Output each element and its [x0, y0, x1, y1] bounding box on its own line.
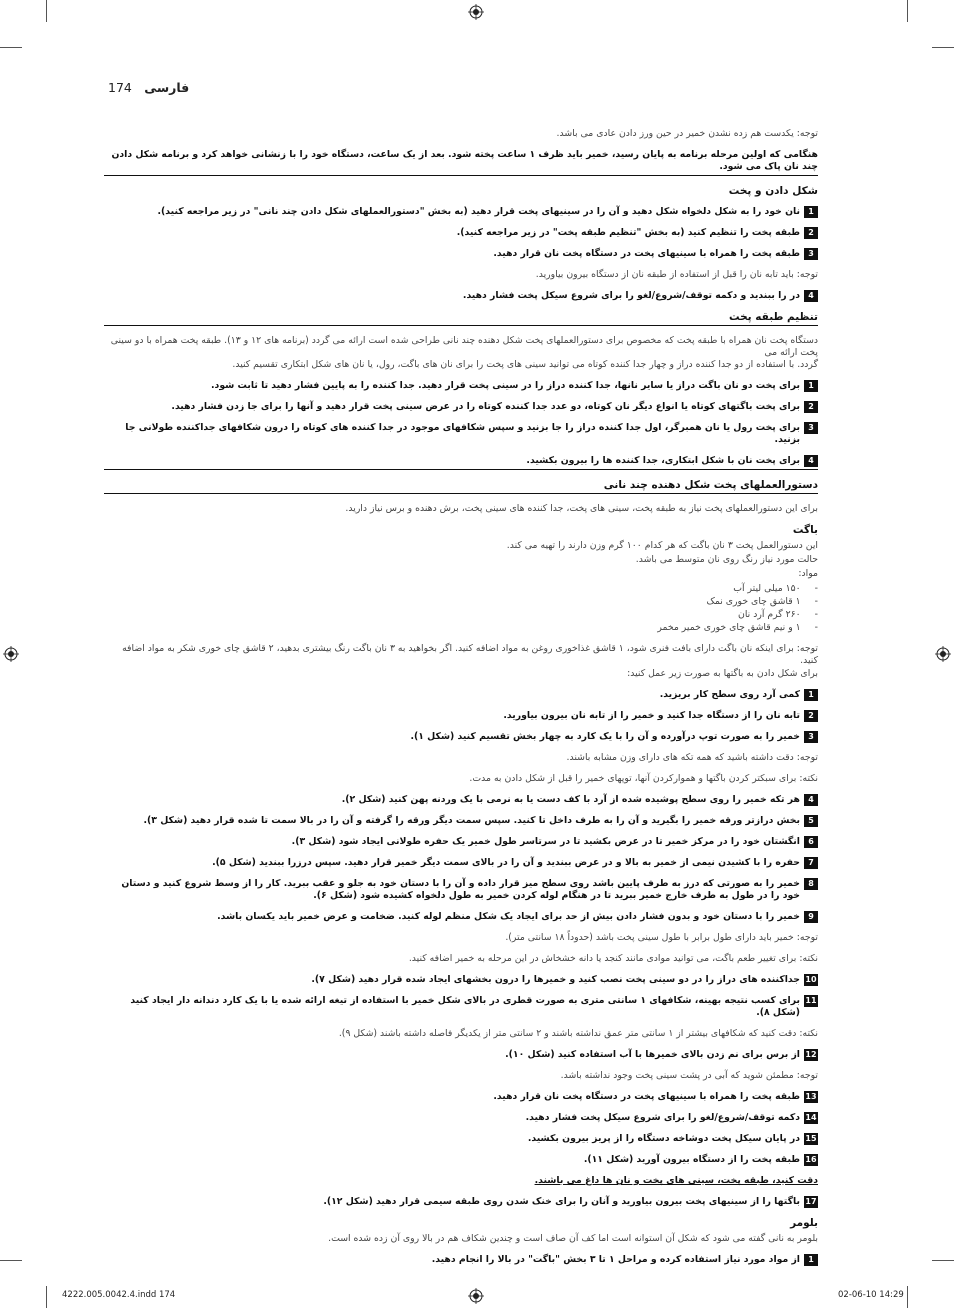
note: توجه: برای اینکه نان باگت دارای بافت فنری شود، ۱ قاشق غذاخوری روغن به مواد اضافه کنید. اگر بخواهید به ۳ نان باگت رنگ بیشتری بدهید، ۲ قاشق چای خوری شکر به مواد اضافه کنید. — [122, 643, 818, 666]
recipe-line: بلومر به نانی گفته می شود که شکل آن استوانه است اما کف آن صاف است و چندین شکاف هم در بالا روی آن زده شده است. — [328, 1233, 818, 1244]
step-text: دکمه توقف/شروع/لغو را برای شروع سیکل پخت فشار دهید. — [525, 1112, 800, 1123]
step-number: 10 — [805, 975, 817, 984]
step-text: برای پخت دو نان باگت دراز یا سایر نانها، جدا کننده دراز را در سینی پخت قرار دهید. جدا کننده را به پایین فشار دهید تا ثابت شود. — [211, 380, 800, 391]
tray-description-2: گردد. با استفاده از دو جدا کننده دراز و چهار جدا کننده کوتاه می توانید سینی های پخت را برای نان های باگت، رول، یا نان های شکل ابتکاری تقسیم کنید. — [232, 359, 818, 370]
step-number: 8 — [804, 878, 818, 890]
step-item — [104, 794, 818, 806]
ingredient-item: - ۱ قاشق چای خوری نمک — [104, 595, 818, 608]
step-number: 1 — [804, 206, 818, 218]
step-number: 6 — [804, 836, 818, 848]
note: توجه: مطمئن شوید که آبی در پشت سینی پخت وجود نداشته باشد. — [560, 1070, 818, 1081]
ingredient-item: - ۱ و نیم قاشق چای خوری خمیر مخمر — [104, 621, 818, 634]
caution-note: دقت کنید، طبقه پخت، سینی های پخت و نان ها داغ می باشند. — [534, 1175, 818, 1186]
step-item — [104, 1112, 818, 1124]
intro-note: توجه: یکدست هم زده نشدن خمیر در حین ورز دادن عادی می باشد. — [556, 128, 818, 139]
step-number: 4 — [804, 794, 818, 806]
note: نکته: برای تغییر طعم باگت، می توانید موادی مانند کنجد یا دانه خشخاش در این مرحله به خمیر اضافه کنید. — [408, 953, 818, 964]
footer-file: 4222.005.0042.4.indd 174 — [62, 1290, 176, 1300]
crop-mark — [46, 0, 47, 22]
crop-mark — [0, 1260, 22, 1261]
language-label: فارسی — [144, 80, 190, 95]
step-text: برای پخت باگتهای کوتاه یا انواع دیگر نان کوتاه، دو عدد جدا کننده کوتاه را در عرض سینی پخت قرار دهید و آنها را برای جا زدن فشار دهید. — [171, 401, 800, 412]
section-title-tray: تنظیم طبقه پخت — [104, 311, 818, 326]
ingredient-item: - ۲۶۰ گرم آرد نان — [104, 608, 818, 621]
step-number: 5 — [804, 815, 818, 827]
registration-mark-icon — [3, 646, 19, 662]
recipe-title-bloomer: بلومر — [790, 1217, 818, 1229]
step-item — [104, 710, 818, 722]
step-item — [104, 1196, 818, 1208]
step-text: تابه نان را از دستگاه جدا کنید و خمیر را از تابه نان بیرون بیاورید. — [503, 710, 800, 721]
step-item — [104, 380, 818, 392]
registration-mark-icon — [468, 4, 484, 20]
step-item — [104, 815, 818, 827]
step-text: خمیر را با دستان خود و بدون فشار دادن بیش از حد برای ایجاد یک شکل منظم لوله کنید. ضخامت و عرض خمیر باید یکسان باشد. — [217, 911, 800, 922]
step-text: طبقه پخت را تنظیم کنید (به بخش "تنظیم طبقه پخت" در زیر مراجعه کنید). — [456, 227, 800, 238]
step-item — [104, 401, 818, 413]
note: توجه: باید تابه نان را قبل از استفاده از طبقه نان از دستگاه بیرون بیاورید. — [535, 269, 818, 280]
step-item — [104, 1091, 818, 1103]
step-item — [104, 455, 818, 470]
step-item — [104, 1154, 818, 1166]
step-number: 3 — [804, 731, 818, 743]
step-text: خمیر را به صورت توپ درآورده و آن را با یک کارد به چهار بخش تقسیم کنید (شکل ۱). — [410, 731, 800, 742]
step-text: از مواد مورد نیاز استفاده کرده و مراحل ۱ تا ۳ بخش "باگت" در بالا را انجام دهید. — [431, 1254, 800, 1265]
step-item — [104, 689, 818, 701]
step-text: در پایان سیکل پخت دوشاخه دستگاه را از پریز بیرون بکشید. — [527, 1133, 800, 1144]
step-text: حفره را با کشیدن نیمی از خمیر به بالا و در عرض ببندید و آن را در بالای سمت دیگر خمیر قرار دهید. سپس درزرا ببندید (شکل ۵). — [212, 857, 800, 868]
ingredient-list — [104, 582, 818, 634]
step-item — [104, 731, 818, 743]
step-number: 4 — [804, 455, 818, 467]
step-item — [104, 1049, 818, 1061]
crop-mark — [0, 47, 22, 48]
section-title-recipes: دستورالعملهای پخت شکل دهنده چند نانی — [104, 479, 818, 494]
step-number: 4 — [804, 290, 818, 302]
step-text: کمی آرد روی سطح کار بریزید. — [659, 689, 800, 700]
step-number: 11 — [805, 996, 817, 1005]
step-text: طبقه پخت را همراه با سینیهای پخت در دستگاه پخت نان قرار دهید. — [493, 1091, 800, 1102]
step-number: 1 — [804, 380, 818, 392]
step-text: هر تکه خمیر را روی سطح پوشیده شده از آرد با کف دست یا به نرمی با یک وردنه پهن کنید (شکل ۲). — [341, 794, 800, 805]
step-number: 2 — [804, 227, 818, 239]
step-text: در را ببندید و دکمه توقف/شروع/لغو را برای شروع سیکل پخت فشار دهید. — [462, 290, 800, 301]
step-item — [104, 1133, 818, 1145]
step-text: نان خود را به شکل دلخواه شکل دهید و آن را در سینیهای پخت قرار دهید (به بخش "دستورالعملهای شکل دادن چند نانی" در زیر مراجعه کنید). — [157, 206, 800, 217]
page-header — [108, 80, 189, 95]
step-number: 1 — [804, 1254, 818, 1266]
step-item — [104, 878, 818, 902]
step-number: 9 — [804, 911, 818, 923]
step-item — [104, 206, 818, 218]
step-number: 14 — [805, 1113, 817, 1122]
step-text: طبقه پخت را همراه با سینیهای پخت در دستگاه پخت نان قرار دهید. — [493, 248, 800, 259]
tray-description: دستگاه پخت نان همراه با طبقه پخت که مخصوص برای دستورالعملهای پخت شکل دهنده چند نانی طراحی شده است ارائه می گردد (برنامه های ۱۲ و ۱۳). طبقه پخت همراه با دو سینی پخت ارائه می — [110, 335, 818, 358]
step-item — [104, 974, 818, 986]
step-number: 13 — [805, 1092, 817, 1101]
registration-mark-icon — [468, 1288, 484, 1304]
registration-mark-icon — [935, 646, 951, 662]
step-number: 16 — [805, 1155, 817, 1164]
note: توجه: دقت داشته باشید که همه تکه های دارای وزن مشابه باشند. — [566, 752, 818, 763]
step-item — [104, 857, 818, 869]
step-number: 2 — [804, 710, 818, 722]
recipe-line: حالت مورد نیاز رنگ روی نان متوسط می باشد. — [635, 554, 818, 565]
step-number: 17 — [805, 1197, 817, 1206]
step-number: 1 — [804, 689, 818, 701]
section-title-shaping: شکل دادن و پخت — [728, 185, 818, 197]
ingredients-label: مواد: — [798, 568, 818, 579]
crop-mark — [932, 1260, 954, 1261]
step-text: برای کسب نتیجه بهینه، شکافهای ۱ سانتی متری به صورت قطری در بالای شکل خمیر با استفاده از تیغه ارائه شده یا با یک کارد دندانه دار ایجاد کنید (شکل ۸). — [130, 995, 800, 1018]
note: توجه: خمیر باید دارای طول برابر با طول سینی پخت باشد (حدوداً ۱۸ سانتی متر). — [505, 932, 818, 943]
step-item — [104, 290, 818, 302]
step-text: بخش درازتر ورقه خمیر را بگیرید و آن را به طرف داخل تا کنید. سپس سمت دیگر ورقه را گرفته و آن را در بالا سمت تا شده قرار دهید (شکل ۳). — [143, 815, 800, 826]
step-number: 12 — [805, 1050, 817, 1059]
step-number: 7 — [804, 857, 818, 869]
footer-date: 02-06-10 14:29 — [838, 1290, 904, 1300]
step-number: 3 — [804, 422, 818, 434]
step-item — [104, 911, 818, 923]
step-number: 2 — [804, 401, 818, 413]
crop-mark — [932, 47, 954, 48]
step-item — [104, 995, 818, 1019]
note: نکته: دقت کنید که شکافهای بیشتر از ۱ سانتی متر عمق نداشته باشند و ۲ سانتی متر از یکدیگر فاصله داشته باشند (شکل ۹). — [338, 1028, 818, 1039]
step-text: برای پخت رول یا نان همبرگر، اول جدا کننده دراز را جا بزنید و سپس شکافهای موجود در جدا کننده های کوتاه را درون شکافهای جداکننده طولانی جا بزنید. — [125, 422, 800, 445]
step-text: انگشتان خود را در مرکز خمیر تا در عرض بکشید تا در سرتاسر طول خمیر یک حفره طولانی ایجاد شود (شکل ۳). — [291, 836, 800, 847]
recipes-intro: برای این دستورالعملهای پخت نیاز به طبقه پخت، سینی های پخت، جدا کننده های سینی پخت، برش دهنده و برس نیاز دارید. — [345, 503, 818, 514]
step-item — [104, 248, 818, 260]
crop-mark — [907, 1286, 908, 1308]
step-text: جداکننده های دراز را در دو سینی پخت نصب کنید و خمیرها را درون بخشهای ایجاد شده قرار دهید (شکل ۷). — [311, 974, 800, 985]
step-text: از برس برای نم زدن بالای خمیرها با آب استفاده کنید (شکل ۱۰). — [505, 1049, 800, 1060]
step-text: برای پخت نان با شکل ابتکاری، جدا کننده ها را بیرون بکشید. — [526, 455, 800, 466]
step-item — [104, 1254, 818, 1266]
intro-warning: هنگامی که اولین مرحله برنامه به پایان رسید، خمیر باید ظرف ۱ ساعت پخته شود. بعد از یک ساعت، دستگاه خود را با زنشانی خواهد کرد و برنامه شکل دادن چند نان پاک می شود. — [104, 149, 818, 176]
page-number: 174 — [108, 80, 132, 95]
note: نکته: برای سبکتر کردن باگتها و هموارکردن آنها، توپهای خمیر را قبل از شکل دادن به مدت. — [469, 773, 818, 784]
step-text: طبقه پخت را از دستگاه بیرون آورید (شکل ۱۱). — [583, 1154, 800, 1165]
main-content — [104, 128, 818, 1275]
step-item — [104, 422, 818, 446]
step-item — [104, 836, 818, 848]
note: برای شکل دادن به باگتها به صورت زیر عمل کنید: — [627, 668, 818, 679]
ingredient-item: - ۱۵۰ میلی لیتر آب — [104, 582, 818, 595]
step-text: خمیر را به صورتی که درز به طرف پایین باشد روی سطح میز قرار داده و آن را با دستان خود به جلو و عقب ببرید. کار را از وسط شروع کنید و دستان خود را در طول به طرف خارج خمیر ببرید تا در هنگام لوله کردن خمیر به طول دلخواه کشیده شود (شکل ۶). — [121, 878, 800, 901]
recipe-title-baguette: باگت — [792, 524, 818, 536]
crop-mark — [907, 0, 908, 22]
step-number: 3 — [804, 248, 818, 260]
crop-mark — [46, 1286, 47, 1308]
step-item — [104, 227, 818, 239]
recipe-line: این دستورالعمل پخت ۳ نان باگت که هر کدام ۱۰۰ گرم وزن دارند را تهیه می کند. — [506, 540, 818, 551]
step-text: باگتها را از سینیهای پخت بیرون بیاورید و آنان را برای خنک شدن روی طبقه سیمی قرار دهید (شکل ۱۲). — [323, 1196, 800, 1207]
step-number: 15 — [805, 1134, 817, 1143]
